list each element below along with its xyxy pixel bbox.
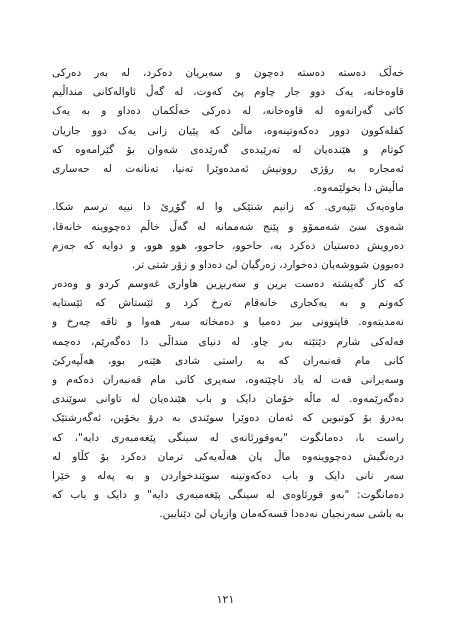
text-line: قاوەخانە، یەک دوو جار چاوم پێ کەوت، لە گەڵ ئاوالەکانی منداڵیم bbox=[52, 86, 404, 99]
text-line: شەوی سێ شەممۆو و پێنج شەممانە لە گەڵ خاڵم دەچووینە خانەقا، bbox=[52, 220, 404, 233]
text-line: ماوەیەک تێپەری. کە زانیم شتێکی وا لە گۆڕێ دا نییە ترسم شکا. bbox=[52, 201, 404, 214]
text-line: بەدرۆ بۆ کوتبوین کە ئەمان دەوێرا سوێندی بە درۆ بخۆین، ئەگەرشتێک bbox=[52, 412, 404, 425]
text-line: سەر نانی دایک و باب دەکەوتینە سوێندخواردن و بە پەلە و خێرا bbox=[52, 469, 404, 482]
text-line: دەرویش دەستیان دەکرد بە، حاحوو، حاحوو، هوو هوو، و دوایە کە جەزم bbox=[52, 239, 404, 252]
text-line: کە کار گەیشتە دەست برین و سەربڕین هاواری غەوسم کردو و وەدەر bbox=[52, 278, 404, 291]
text-line: فەلەکی شارم دێتێتە بەر چاو. لە دنیای منداڵی دا دەگەرێم، دەچمە bbox=[52, 335, 404, 348]
page-number: ١٢١ bbox=[216, 593, 235, 606]
text-line: بە باشی سەرنجیان نەدەدا قسەکەمان وازیان لێ دێنایین. bbox=[159, 508, 404, 521]
text-line: دەبوون شووشەیان دەخوارد، زەرگیان لێ دەداو و زۆر شتی تر. bbox=[131, 258, 404, 271]
text-line: ئەمجارە بە رۆژی روونیش ئەمدەوێرا تەنیا، تەنانەت لە حەساری bbox=[52, 162, 404, 175]
text-line: کفلەکوون دوور دەکەوتینەوە، ماڵێ کە پێیان زانی یەک دوو جاریان bbox=[52, 124, 404, 137]
text-line: دەگەرێمەوە. لە ماڵە خۆمان دایک و باب هێندەیان لە تاوانی سوێندی bbox=[52, 393, 404, 406]
text-line: راست با، دەمانگوت "بەوقورئانەی لە سینگی پێغەمبەری دایە"، کە bbox=[52, 431, 404, 444]
text-line: کانی مام قەنبەران کە بە راستی شادی هێنەر بوو، هەڵپەرکێ bbox=[52, 354, 404, 367]
text-line: کاتی گەرانەوە لە قاوەخانە، لە دەرکی خەڵکمان دەداو و بە یەک bbox=[52, 105, 404, 118]
text-line: ماڵیش دا بخولێمەوە. bbox=[313, 182, 404, 195]
text-line: درەنگیش دەچووینەوە ماڵ یان هەڵەیەکی ترمان دەکرد بۆ کڵاو لە bbox=[52, 450, 404, 463]
text-line: وسەیرانی قەت لە یاد ناچێتەوە، سەیری کانی مام قەنبەران دەکەم و bbox=[52, 374, 404, 386]
body-text bbox=[52, 64, 404, 525]
text-line: نەمدیتەوە. فاپتوونی بیر دەمیا و دەمخاتە سەر هەوا و تاقە چەرخ و bbox=[52, 316, 404, 329]
text-line: دەمانگوت: "بەو قورئاوەی لە سینگی پێغەمبەری دایە" و دایک و باب کە bbox=[52, 489, 404, 502]
text-line: کەوتم و بە یەکجاری خانەقام تەرخ کرد و ئێستاش کە ئێستایە bbox=[52, 297, 404, 310]
text-line: خەڵک دەستە دەستە دەچون و سەیریان دەکرد، لە بەر دەرکی bbox=[52, 67, 404, 79]
text-line: کوتام و هێندەیان لە تەرێیدەی گەرێدەی شەوان بۆ گێرامەوە کە bbox=[52, 143, 404, 156]
